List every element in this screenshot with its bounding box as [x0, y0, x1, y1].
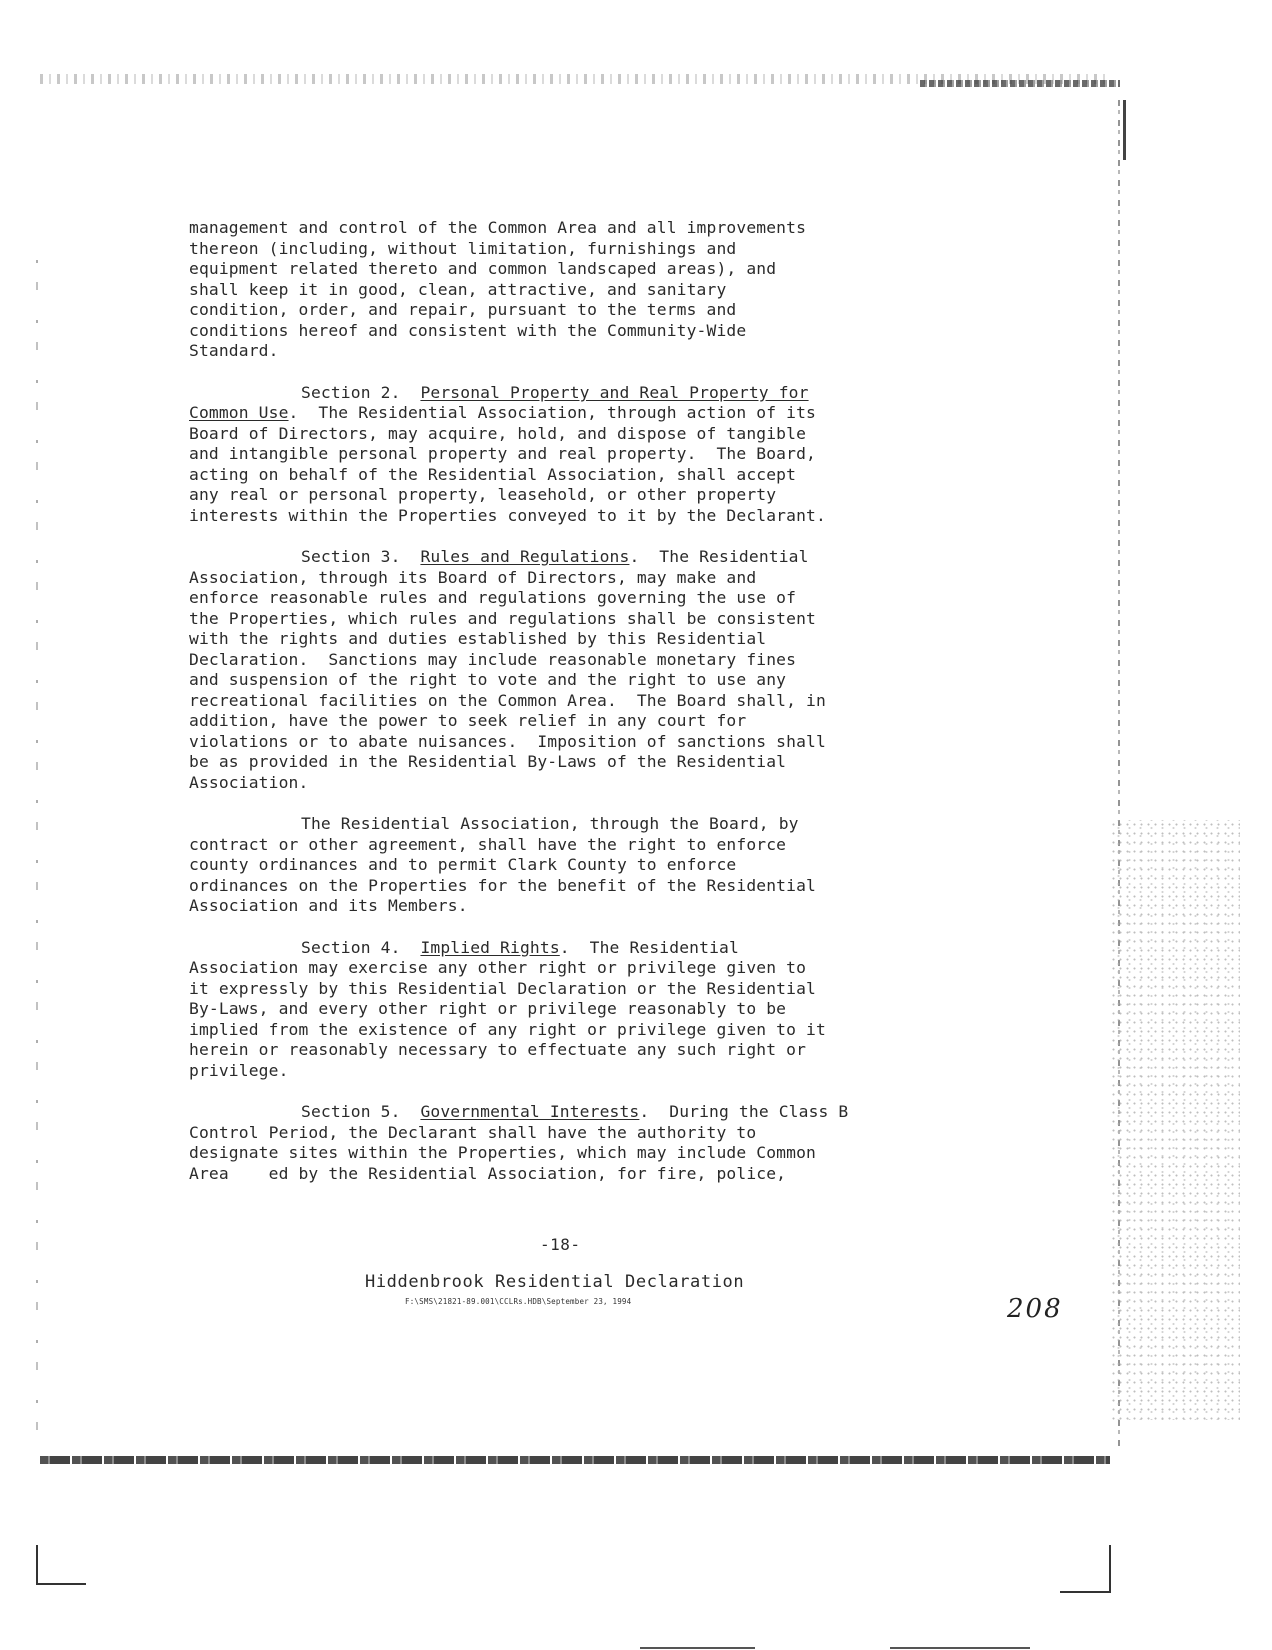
- section-title: Governmental Interests: [420, 1102, 640, 1121]
- scan-edge-top-dark: [920, 80, 1120, 87]
- text-line: conditions hereof and consistent with the Community-Wide: [189, 320, 747, 340]
- scan-speckle: [1110, 820, 1240, 1420]
- text-line: any real or personal property, leasehold, or other property: [189, 485, 777, 504]
- section-4-implied-rights: [189, 938, 1009, 1082]
- section-title: Implied Rights: [420, 937, 560, 957]
- text-line: recreational facilities on the Common Area. The Board shall, in: [189, 690, 826, 710]
- text-line: county ordinances and to permit Clark County to enforce: [189, 855, 737, 874]
- scan-left-rule: [36, 260, 38, 1440]
- text-line: implied from the existence of any right or privilege given to it: [189, 1019, 826, 1039]
- text-line: management and control of the Common Area and all improvements: [189, 218, 807, 237]
- text-line: with the rights and duties established by this Residential: [189, 629, 767, 648]
- handwritten-page-number: 208: [1007, 1294, 1063, 1324]
- section-lead-text: . The Residential Association, through action of its: [288, 403, 816, 422]
- section-title: Personal Property and Real Property for: [420, 382, 809, 402]
- text-line: and suspension of the right to vote and the right to use any: [189, 670, 787, 689]
- section-number: Section 2.: [301, 382, 401, 402]
- scan-bottom-line: [640, 1647, 755, 1649]
- section-heading-line: [189, 547, 1009, 568]
- text-line: designate sites within the Properties, which may include Common: [189, 1143, 816, 1162]
- section-5-governmental-interests: [189, 1102, 1009, 1184]
- text-line: Board of Directors, may acquire, hold, and dispose of tangible: [189, 423, 807, 443]
- text-line: Association and its Members.: [189, 896, 468, 915]
- text-line: Association, through its Board of Directors, may make and: [189, 567, 757, 587]
- section-heading-line: [189, 1102, 1009, 1123]
- text-line: Association may exercise any other right or privilege given to: [189, 958, 807, 977]
- text-line: Association.: [189, 772, 309, 792]
- crop-mark-bottom-right: [1109, 1545, 1111, 1593]
- text-line: ordinances on the Properties for the benefit of the Residential: [189, 875, 816, 895]
- crop-mark-bottom-left: [36, 1545, 38, 1585]
- page-number: -18-: [540, 1235, 581, 1254]
- crop-mark-bottom-left-h: [36, 1583, 86, 1585]
- text-line: Standard.: [189, 341, 279, 360]
- text-line: Area ed by the Residential Association, for fire, police,: [189, 1163, 787, 1183]
- section-heading-line: [189, 383, 1009, 404]
- section-title: Rules and Regulations: [420, 547, 630, 566]
- text-line: condition, order, and repair, pursuant to the terms and: [189, 300, 737, 319]
- section-lead-text: . The Residential: [629, 547, 809, 566]
- section-number: Section 3.: [301, 547, 401, 566]
- text-line: contract or other agreement, shall have the right to enforce: [189, 834, 787, 854]
- text-line: the Properties, which rules and regulations shall be consistent: [189, 608, 816, 628]
- footer-title: Hiddenbrook Residential Declaration: [365, 1272, 745, 1292]
- text-line: privilege.: [189, 1060, 289, 1080]
- text-line: interests within the Properties conveyed to it by the Declarant.: [189, 505, 826, 525]
- section-number: Section 4.: [301, 937, 401, 957]
- text-line: and intangible personal property and real property. The Board,: [189, 444, 816, 463]
- text-line: violations or to abate nuisances. Imposition of sanctions shall: [189, 731, 826, 751]
- section-lead-text: . The Residential: [559, 937, 739, 957]
- text-line: thereon (including, without limitation, furnishings and: [189, 238, 737, 258]
- text-line: [189, 814, 1009, 835]
- section-2-personal-property: [189, 383, 1009, 527]
- text-line: Control Period, the Declarant shall have the authority to: [189, 1122, 757, 1142]
- text-line: Declaration. Sanctions may include reasonable monetary fines: [189, 649, 797, 669]
- text-line: be as provided in the Residential By-Laws of the Residential: [189, 752, 787, 771]
- document-body: [189, 218, 1009, 1205]
- scan-bottom-line-2: [890, 1647, 1030, 1649]
- paragraph-lead-text: The Residential Association, through the Board, by: [301, 814, 799, 833]
- scan-right-rule-mark: [1123, 100, 1126, 160]
- section-number: Section 5.: [301, 1102, 401, 1121]
- text-line: acting on behalf of the Residential Association, shall accept: [189, 464, 797, 484]
- section-lead-text: . During the Class B: [639, 1102, 849, 1121]
- text-line: herein or reasonably necessary to effectuate any such right or: [189, 1040, 807, 1059]
- section-3-rules-and-regulations: [189, 547, 1009, 793]
- section-title-continued: Common Use: [189, 403, 289, 422]
- text-line: addition, have the power to seek relief in any court for: [189, 711, 747, 730]
- text-line: shall keep it in good, clean, attractive, and sanitary: [189, 279, 727, 299]
- text-line: equipment related thereto and common landscaped areas), and: [189, 259, 777, 278]
- paragraph-management: [189, 218, 1009, 362]
- crop-mark-bottom-right-h: [1060, 1591, 1110, 1593]
- text-line: enforce reasonable rules and regulations governing the use of: [189, 588, 797, 607]
- footer-file-path: F:\SMS\21821-89.001\CCLRs.HDB\September 23, 1994: [405, 1297, 632, 1306]
- section-heading-line: [189, 938, 1009, 959]
- paragraph-county-ordinances: [189, 814, 1009, 917]
- text-line: it expressly by this Residential Declaration or the Residential: [189, 978, 816, 998]
- text-line: [189, 403, 1009, 424]
- text-line: By-Laws, and every other right or privilege reasonably to be: [189, 999, 787, 1018]
- scan-edge-bottom: [40, 1456, 1110, 1464]
